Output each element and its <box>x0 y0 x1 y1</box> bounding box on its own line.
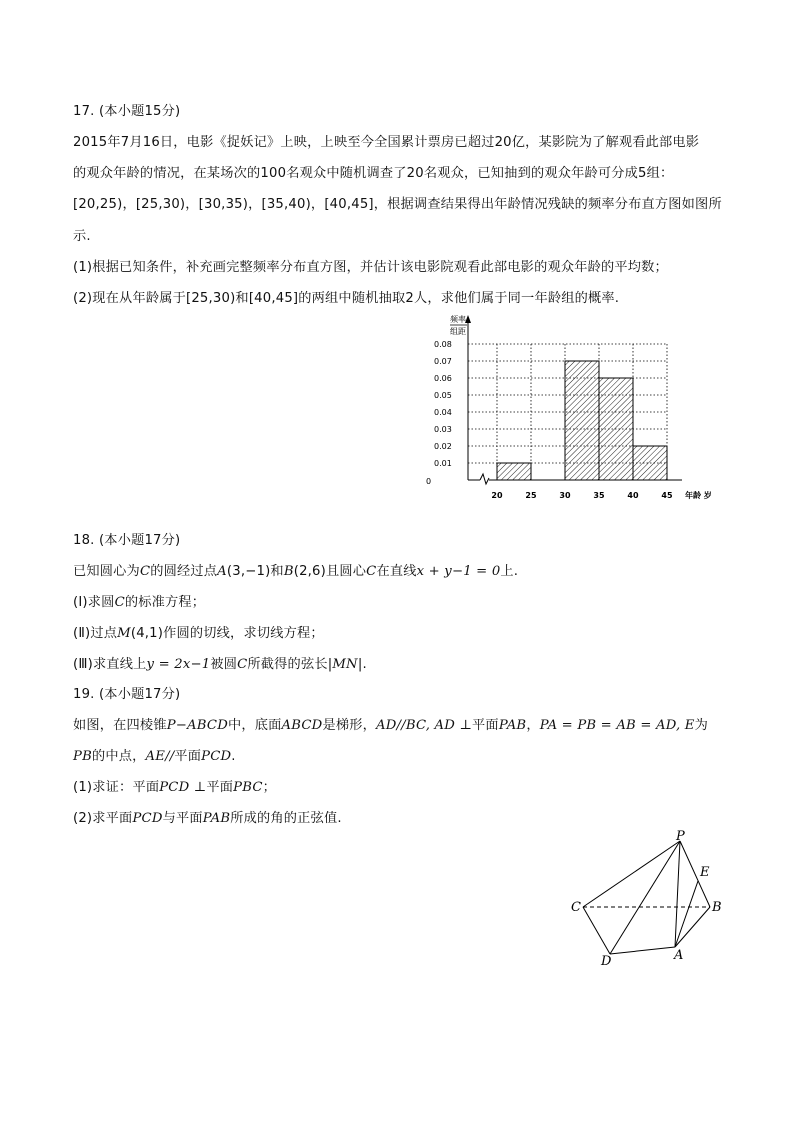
q18-header: 18. (本小题17分) <box>73 533 181 548</box>
edge-PD <box>610 841 680 954</box>
y-tick-label: 0.03 <box>434 425 452 434</box>
vertex-label-E: E <box>700 865 710 880</box>
q19-part1: (1)求证：平面PCD ⊥平面PBC； <box>73 780 277 795</box>
q17-text-line: 2015年7月16日，电影《捉妖记》上映，上映至今全国累计票房已超过20亿，某影院为了解观看此部电影 <box>73 135 700 150</box>
q19-statement-cont: PB的中点，AE//平面PCD. <box>73 749 236 764</box>
edge-PC <box>583 841 680 907</box>
q17-header: 17. (本小题15分) <box>73 104 181 119</box>
histogram-bar <box>497 463 531 480</box>
origin-label: 0 <box>426 477 432 486</box>
y-tick-label: 0.05 <box>434 391 452 400</box>
q18-statement: 已知圆心为C的圆经过点A(3,−1)和B(2,6)且圆心C在直线x + y−1 = 0上. <box>73 564 519 579</box>
segment-AE <box>675 881 698 947</box>
q17-text-line: 的观众年龄的情况，在某场次的100名观众中随机调查了20名观众，已知抽到的观众年龄可分成5组： <box>73 166 674 181</box>
x-tick-label: 30 <box>559 491 571 500</box>
vertex-label-A: A <box>674 948 684 963</box>
histogram-bar <box>599 378 633 480</box>
x-tick-label: 45 <box>661 491 673 500</box>
y-tick-label: 0.01 <box>434 459 452 468</box>
q17-text-line: [20,25)，[25,30)，[30,35)，[35,40)，[40,45]，根据调查结果得出年龄情况残缺的频率分布直方图如图所 <box>73 197 722 212</box>
y-tick-label: 0.08 <box>434 340 452 349</box>
frequency-histogram <box>420 312 740 507</box>
y-label-top: 频率 <box>450 315 466 324</box>
pyramid-figure <box>560 830 740 970</box>
q19-header: 19. (本小题17分) <box>73 687 181 702</box>
axis-break-mark <box>480 474 489 484</box>
q17-part2: (2)现在从年龄属于[25,30)和[40,45]的两组中随机抽取2人，求他们属于同一年龄组的概率. <box>73 291 620 306</box>
y-label-bottom: 组距 <box>450 327 466 336</box>
histogram-bar <box>633 446 667 480</box>
q19-statement: 如图，在四棱锥P−ABCD中，底面ABCD是梯形，AD//BC, AD ⊥平面PAB，PA = PB = AB = AD, E为 <box>73 718 708 733</box>
y-tick-label: 0.04 <box>434 408 452 417</box>
vertex-label-C: C <box>571 900 581 915</box>
x-axis-label: 年龄 岁 <box>685 491 712 500</box>
chart-bars <box>497 361 667 480</box>
edge-DA <box>610 947 675 954</box>
y-tick-label: 0.02 <box>434 442 452 451</box>
vertex-label-B: B <box>712 900 722 915</box>
edge-AB <box>675 907 710 947</box>
x-tick-label: 40 <box>627 491 639 500</box>
histogram-bar <box>565 361 599 480</box>
q19-part2: (2)求平面PCD与平面PAB所成的角的正弦值. <box>73 811 342 826</box>
vertex-label-D: D <box>601 954 612 969</box>
edge-PA <box>675 841 680 947</box>
q17-part1: (1)根据已知条件，补充画完整频率分布直方图，并估计该电影院观看此部电影的观众年龄的平均数； <box>73 260 668 275</box>
edge-CD <box>583 907 610 954</box>
x-tick-label: 35 <box>593 491 605 500</box>
q18-part1: (Ⅰ)求圆C的标准方程； <box>73 595 206 610</box>
y-tick-label: 0.06 <box>434 374 452 383</box>
x-tick-label: 25 <box>525 491 537 500</box>
q18-part2: (Ⅱ)过点M(4,1)作圆的切线，求切线方程； <box>73 626 324 641</box>
q18-part3: (Ⅲ)求直线上y = 2x−1被圆C所截得的弦长|MN|. <box>73 657 367 672</box>
vertex-label-P: P <box>676 830 685 844</box>
q17-text-line: 示. <box>73 229 91 244</box>
y-tick-label: 0.07 <box>434 357 452 366</box>
x-tick-label: 20 <box>491 491 503 500</box>
